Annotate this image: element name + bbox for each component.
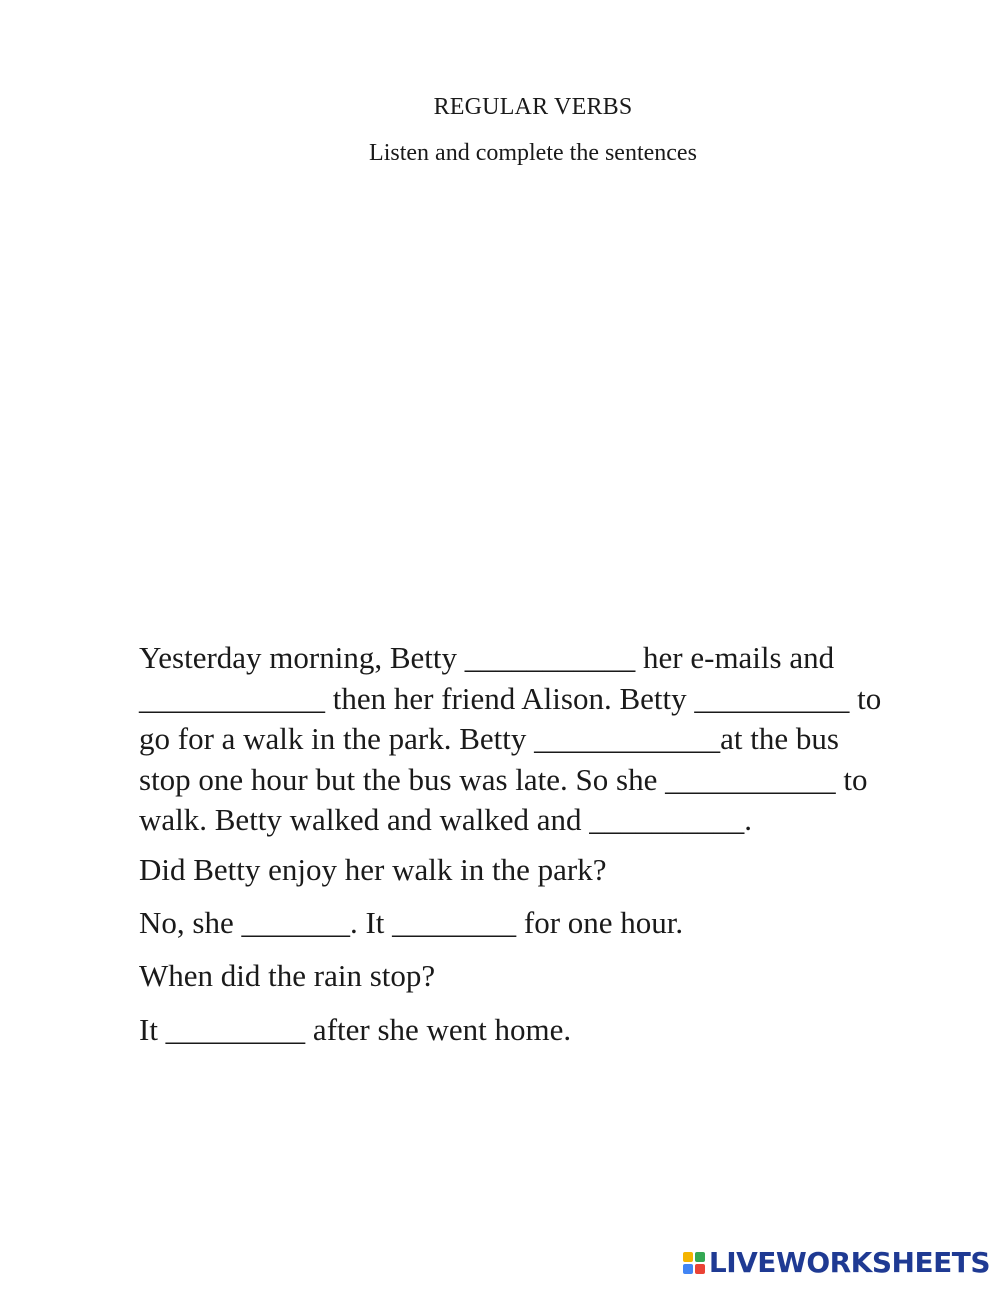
logo-block: [683, 1264, 693, 1274]
paragraph-line: walk. Betty walked and walked and __________.: [139, 802, 752, 838]
paragraph-line: ____________ then her friend Alison. Betty __________ to: [139, 680, 882, 716]
story-paragraph: [139, 638, 939, 841]
paragraph-line: stop one hour but the bus was late. So she ___________ to: [139, 761, 868, 797]
paragraph-line: go for a walk in the park. Betty ____________at the bus: [139, 721, 839, 757]
logo-block: [683, 1252, 693, 1262]
worksheet-instruction: Listen and complete the sentences: [369, 140, 697, 166]
logo-text: LIVEWORKSHEETS: [708, 1246, 990, 1279]
answer-1: No, she _______. It ________ for one hour.: [139, 905, 684, 940]
question-1: Did Betty enjoy her walk in the park?: [139, 852, 607, 887]
logo-block: [695, 1252, 705, 1262]
question-2: When did the rain stop?: [139, 958, 436, 993]
paragraph-line: Yesterday morning, Betty ___________ her e-mails and: [139, 640, 835, 675]
worksheet-title: REGULAR VERBS: [433, 94, 633, 120]
logo-block: [695, 1264, 705, 1274]
liveworksheets-blocks-icon: [683, 1252, 705, 1274]
liveworksheets-logo: [683, 1246, 990, 1279]
answer-2: It _________ after she went home.: [139, 1012, 572, 1047]
